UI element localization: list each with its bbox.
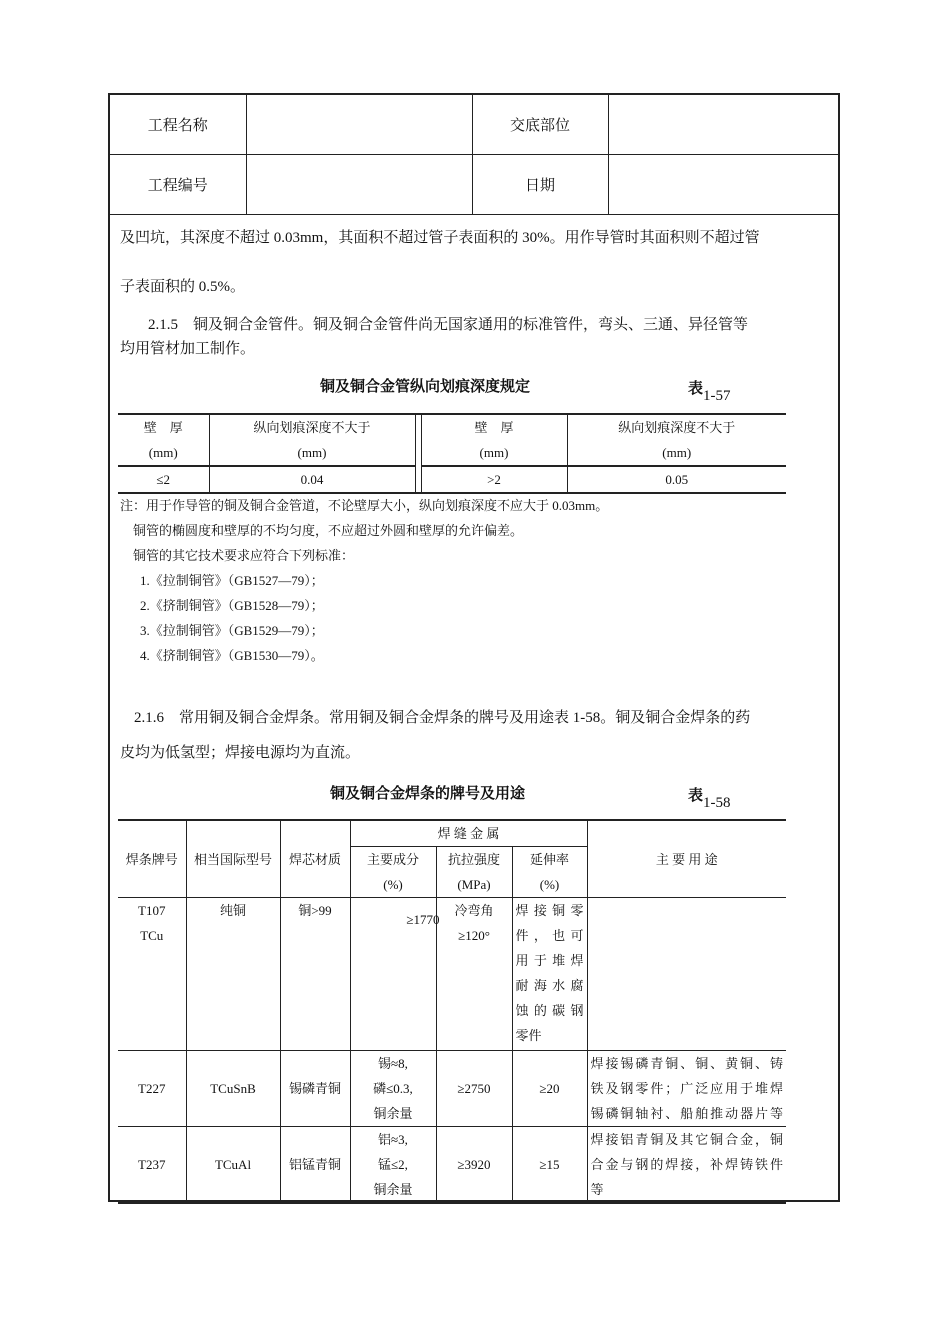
- row1-grade: T107 TCu: [118, 898, 186, 1051]
- paragraph-1-line-1: 及凹坑，其深度不超过 0.03mm，其面积不超过管子表面积的 30%。用作导管时其面积则不超过管: [120, 230, 760, 246]
- date-value: [608, 155, 838, 215]
- table57: [118, 413, 786, 494]
- row1-strength: ≥1770: [406, 912, 440, 927]
- row3-usage: 焊接铝青铜及其它铜合金，铜 合金与钢的焊接，补焊铸铁件 等: [587, 1127, 786, 1204]
- table57-number: [688, 377, 731, 404]
- table57-h-depth-2: 纵向划痕深度不大于 (mm): [567, 414, 786, 466]
- row1-usage: 焊接铜零 件，也可 用于堆焊 耐海水腐 蚀的碳钢 零件: [512, 898, 587, 1051]
- row2-intl: TCuSnB: [186, 1051, 280, 1127]
- table57-row-depth-1: 0.04: [209, 466, 415, 493]
- table57-title: 铜及铜合金管纵向划痕深度规定: [320, 377, 531, 395]
- table58-h-core: 焊芯材质: [280, 820, 350, 898]
- paragraph-3-line-1: 2.1.6 常用铜及铜合金焊条。常用铜及铜合金焊条的牌号及用途表 1-58。铜及铜合金焊条的药: [134, 710, 751, 726]
- paragraph-3-line-2: 皮均为低氢型；焊接电源均为直流。: [120, 745, 361, 761]
- location-label: 交底部位: [472, 95, 608, 155]
- note-3: 铜管的其它技术要求应符合下列标准：: [120, 548, 355, 563]
- table58-h-composition: 主要成分 (%): [350, 847, 436, 898]
- row3-composition: 铝≈3, 锰≤2, 铜余量: [350, 1127, 436, 1204]
- row1-core: 铜>99: [280, 898, 350, 1051]
- row1-intl: 纯铜: [186, 898, 280, 1051]
- table58-number: [688, 784, 731, 811]
- project-no-label: 工程编号: [110, 155, 246, 215]
- table58-no-prefix: 表: [688, 786, 704, 804]
- table58-row: [118, 1051, 786, 1127]
- table58-h-strength: 抗拉强度 (MPa): [436, 847, 512, 898]
- table58-h-weld-metal: 焊 缝 金 属: [350, 820, 587, 847]
- row2-elongation: ≥20: [512, 1051, 587, 1127]
- document-frame: [108, 93, 840, 1202]
- table58-h-grade: 焊条牌号: [118, 820, 186, 898]
- row2-grade: T227: [118, 1051, 186, 1127]
- table58: [118, 819, 786, 1204]
- row2-composition: 锡≈8, 磷≤0.3, 铜余量: [350, 1051, 436, 1127]
- table57-h-depth-1: 纵向划痕深度不大于 (mm): [209, 414, 415, 466]
- row3-strength: ≥3920: [436, 1127, 512, 1204]
- paragraph-2-line-1: 2.1.5 铜及铜合金管件。铜及铜合金管件尚无国家通用的标准管件，弯头、三通、异径管等: [148, 317, 749, 333]
- table58-row: [118, 898, 786, 1051]
- row2-strength: ≥2750: [436, 1051, 512, 1127]
- project-name-value: [246, 95, 472, 155]
- note-1: 注：用于作导管的铜及铜合金管道，不论壁厚大小，纵向划痕深度不应大于 0.03mm。: [120, 498, 609, 513]
- date-label: 日期: [472, 155, 608, 215]
- paragraph-2-line-2: 均用管材加工制作。: [120, 341, 256, 357]
- table57-h-thickness-1: 壁 厚 (mm): [118, 414, 209, 466]
- row3-grade: T237: [118, 1127, 186, 1204]
- location-value: [608, 95, 838, 155]
- row2-usage: 焊接锡磷青铜、铜、黄铜、铸 铁及钢零件；广泛应用于堆焊 锡磷铜轴衬、船舶推动器片等: [587, 1051, 786, 1127]
- note-4: 1.《拉制铜管》（GB1527—79）；: [140, 573, 324, 588]
- note-2: 铜管的椭圆度和壁厚的不均匀度，不应超过外圆和壁厚的允许偏差。: [120, 523, 524, 538]
- row1-elongation: 冷弯角 ≥120°: [436, 898, 512, 1051]
- notes: [120, 493, 608, 668]
- table57-row-thickness-2: >2: [421, 466, 567, 493]
- project-no-value: [246, 155, 472, 215]
- table57-no-prefix: 表: [688, 379, 704, 397]
- row1-empty: [587, 898, 786, 1051]
- row3-core: 铝锰青铜: [280, 1127, 350, 1204]
- note-5: 2.《挤制铜管》（GB1528—79）；: [140, 598, 324, 613]
- note-6: 3.《拉制铜管》（GB1529—79）；: [140, 623, 324, 638]
- table57-row-depth-2: 0.05: [567, 466, 786, 493]
- table58-h-usage: 主 要 用 途: [587, 820, 786, 898]
- paragraph-1-line-2: 子表面积的 0.5%。: [120, 279, 245, 295]
- table58-title: 铜及铜合金焊条的牌号及用途: [330, 784, 526, 802]
- table57-h-thickness-2: 壁 厚 (mm): [421, 414, 567, 466]
- row2-core: 锡磷青铜: [280, 1051, 350, 1127]
- table58-h-intl: 相当国际型号: [186, 820, 280, 898]
- project-name-label: 工程名称: [110, 95, 246, 155]
- table58-row: [118, 1127, 786, 1204]
- table58-no: 1-58: [703, 795, 731, 811]
- row3-intl: TCuAl: [186, 1127, 280, 1204]
- row3-elongation: ≥15: [512, 1127, 587, 1204]
- row1-composition: [350, 898, 440, 1051]
- table57-no: 1-57: [703, 388, 731, 404]
- table57-row-thickness-1: ≤2: [118, 466, 209, 493]
- note-7: 4.《挤制铜管》（GB1530—79）。: [140, 648, 324, 663]
- table58-h-elongation: 延伸率 (%): [512, 847, 587, 898]
- header-table: [110, 95, 838, 215]
